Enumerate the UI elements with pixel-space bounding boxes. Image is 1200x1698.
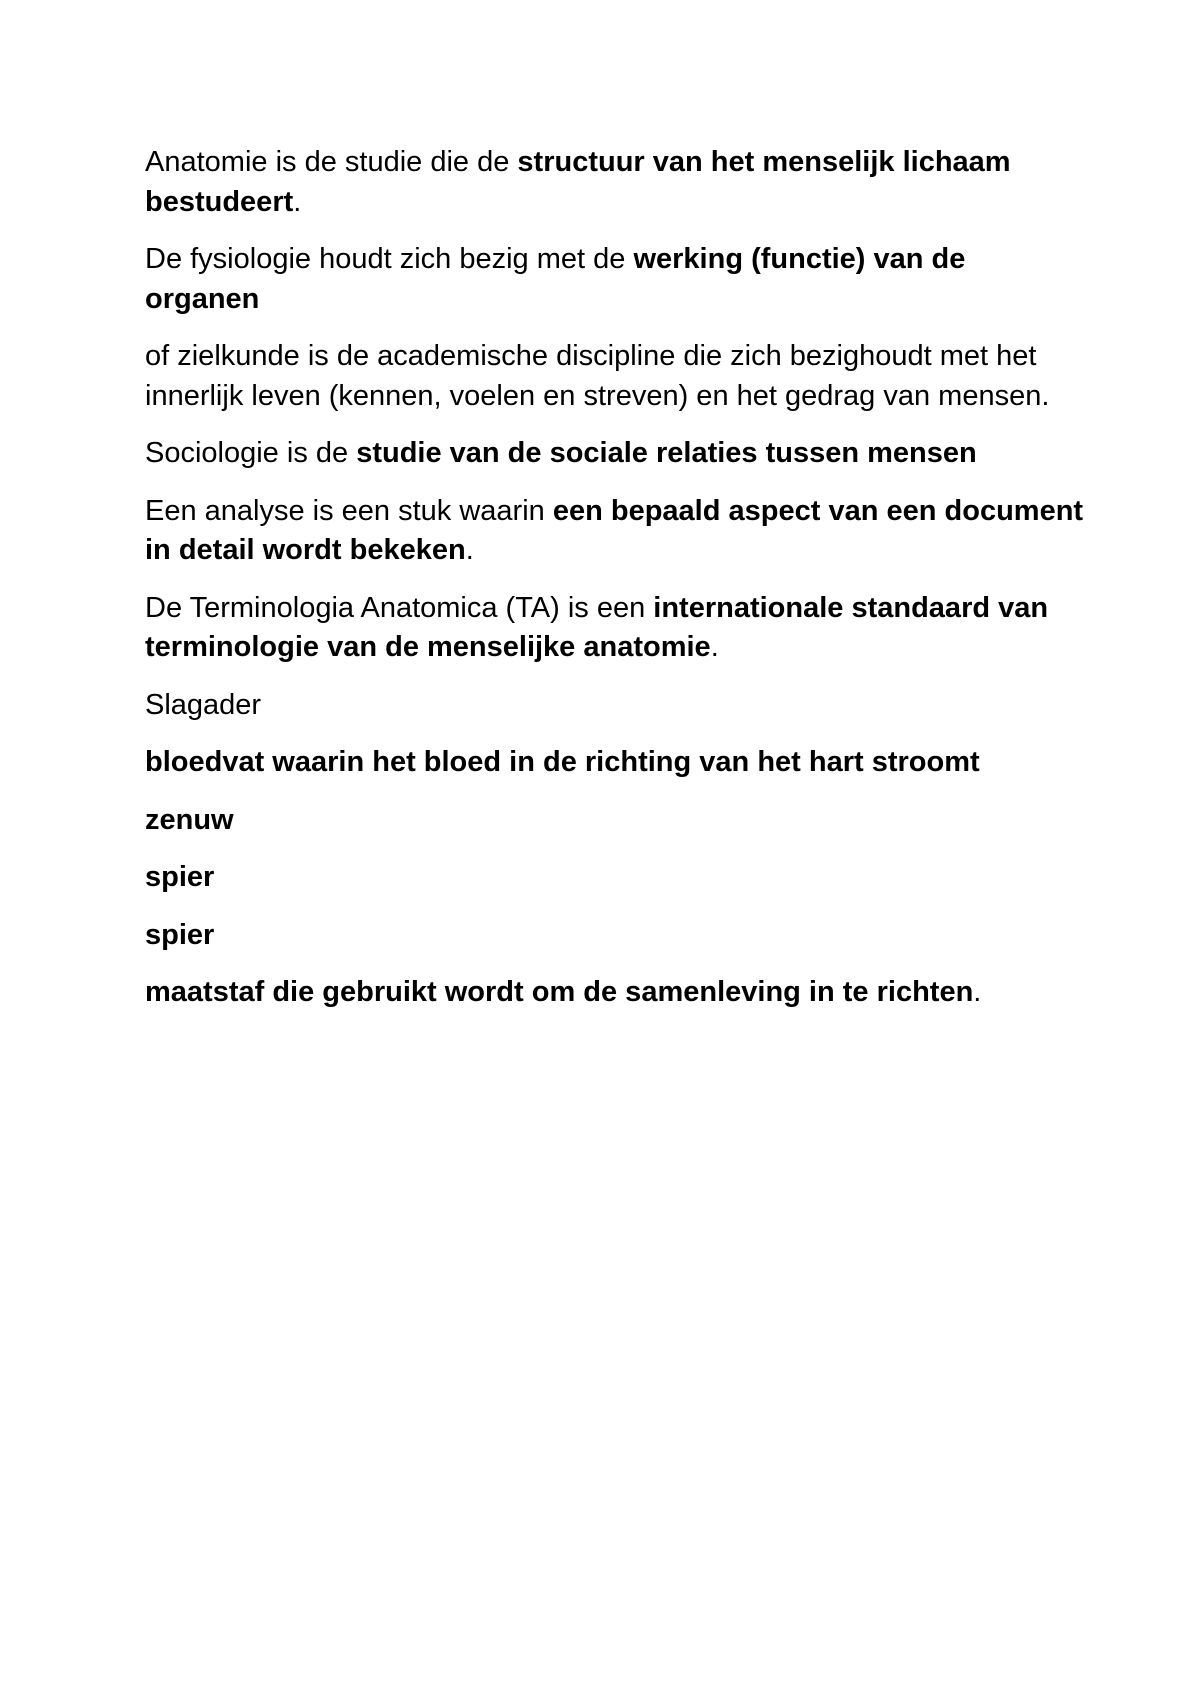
text-segment: Anatomie is de studie die de — [145, 146, 518, 178]
bold-text-segment: een bepaald aspect van een document in detail wordt bekeken — [145, 494, 1084, 566]
text-segment: De fysiologie houdt zich bezig met de — [145, 243, 634, 275]
paragraph-slagader — [145, 686, 1085, 726]
text-segment: Slagader — [145, 688, 262, 721]
text-segment: . — [465, 534, 474, 566]
paragraph-bloedvat — [145, 743, 1085, 783]
paragraph-sociologie — [145, 434, 1085, 474]
bold-text-segment: studie van de sociale relaties tussen mensen — [356, 437, 977, 469]
document-body — [145, 143, 1085, 1031]
paragraph-zenuw — [145, 801, 1085, 841]
bold-text-segment: spier — [145, 861, 215, 893]
text-segment: of zielkunde is de academische discipline die zich bezighoudt met het innerlijk leven (kennen, voelen en streven) en het gedrag van mensen. — [145, 340, 1050, 412]
bold-text-segment: bloedvat waarin het bloed in de richting van het hart stroomt — [145, 746, 980, 778]
paragraph-zielkunde — [145, 337, 1085, 416]
bold-text-segment: structuur van het menselijk lichaam bestudeert — [145, 146, 1011, 218]
bold-text-segment: maatstaf die gebruikt wordt om de samenleving in te richten — [145, 976, 974, 1008]
paragraph-fysiologie — [145, 240, 1085, 319]
paragraph-anatomie — [145, 143, 1085, 222]
paragraph-analyse — [145, 492, 1085, 571]
text-segment: Een analyse is een stuk waarin — [145, 494, 553, 527]
bold-text-segment: internationale standaard van terminologie van de menselijke anatomie — [145, 591, 1049, 663]
paragraph-spier-1 — [145, 858, 1085, 898]
text-segment: . — [293, 185, 302, 218]
paragraph-spier-2 — [145, 916, 1085, 956]
bold-text-segment: zenuw — [145, 803, 234, 836]
text-segment: . — [973, 976, 982, 1008]
text-segment: . — [710, 631, 719, 663]
paragraph-maatstaf — [145, 973, 1085, 1013]
text-segment: Sociologie is de — [145, 437, 357, 469]
bold-text-segment: spier — [145, 918, 215, 951]
bold-text-segment: werking (functie) van de organen — [145, 243, 966, 315]
text-segment: De Terminologia Anatomica (TA) is een — [145, 591, 654, 624]
paragraph-terminologia — [145, 589, 1085, 668]
